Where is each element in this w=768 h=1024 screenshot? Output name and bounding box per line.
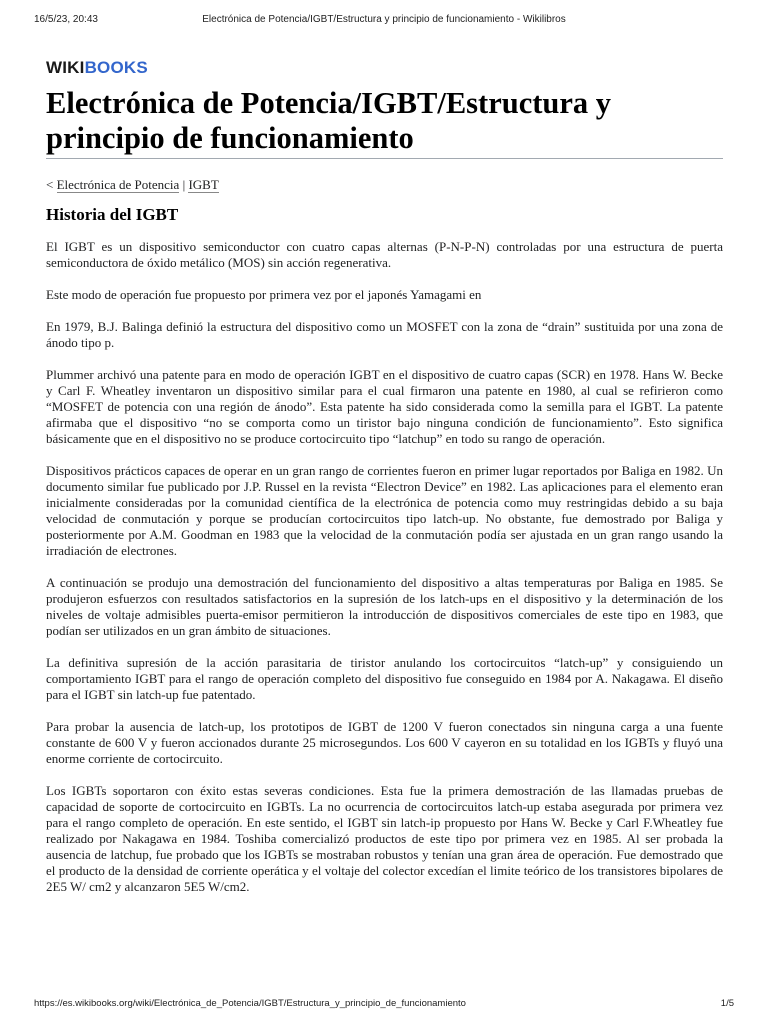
paragraph: La definitiva supresión de la acción parasitaria de tiristor anulando los cortocircuitos “latch-up” y consiguiendo un comportamiento IGBT para el rango de operación completo del dispositivo fue conseguido en 1984 por A. Nakagawa. El diseño para el IGBT sin latch-up fue patentado.	[46, 655, 723, 702]
article-body	[46, 239, 723, 911]
print-footer	[34, 998, 734, 1012]
paragraph: El IGBT es un dispositivo semiconductor con cuatro capas alternas (P-N-P-N) controladas por una estructura de puerta semiconductora de óxido metálico (MOS) sin acción regenerativa.	[46, 239, 723, 270]
paragraph: Para probar la ausencia de latch-up, los prototipos de IGBT de 1200 V fueron conectados sin ninguna carga a una fuente constante de 600 V y fueron accionados durante 25 microsegundos. Los 600 V cayeron en su totalidad en los IGBTs y fluyó una enorme corriente de cortocircuito.	[46, 719, 723, 766]
logo-books-text: BOOKS	[84, 58, 148, 77]
breadcrumb-link-igbt[interactable]: IGBT	[188, 177, 219, 192]
title-divider	[46, 158, 723, 159]
breadcrumb-link-electronica[interactable]: Electrónica de Potencia	[56, 177, 180, 192]
print-url: https://es.wikibooks.org/wiki/Electrónica_de_Potencia/IGBT/Estructura_y_principio_de_funcionamiento	[34, 998, 466, 1009]
paragraph: Dispositivos prácticos capaces de operar en un gran rango de corrientes fueron en primer lugar reportados por Baliga en 1982. Un documento similar fue publicado por J.P. Russel en la revista “Electron Device” en 1982. Las aplicaciones para el elemento eran inicialmente consideradas por la comunidad científica de la electrónica de potencia como muy restringidas debido a su baja velocidad de conmutación y porque se producían cortocircuitos tipo latch-up. No obstante, fue demostrado por Baliga y posteriormente por A.M. Goodman en 1983 que la velocidad de la conmutación podía ser ajustada en un gran rango usando la irradiación de electrones.	[46, 463, 723, 558]
print-datetime: 16/5/23, 20:43	[34, 14, 98, 25]
print-page-number: 1/5	[720, 998, 734, 1009]
paragraph: Plummer archivó una patente para en modo de operación IGBT en el dispositivo de cuatro capas (SCR) en 1978. Hans W. Becke y Carl F. Wheatley inventaron un dispositivo similar para el cual firmaron una patente en 1980, al cual se refirieron como “MOSFET de potencia con una región de ánodo”. Esta patente ha sido considerada como la semilla para el IGBT. La patente afirmaba que el dispositivo “no se comporta como un tiristor bajo ninguna condición de funcionamiento”. Esto significa básicamente que en el dispositivo no se produce cortocircuito tipo “latchup” en todo su rango de operación.	[46, 367, 723, 446]
print-header	[34, 14, 734, 30]
breadcrumb	[46, 177, 219, 193]
paragraph: Los IGBTs soportaron con éxito estas severas condiciones. Esta fue la primera demostración de las llamadas pruebas de capacidad de soporte de cortocircuito en IGBTs. La no ocurrencia de cortocircuitos latch-up estaba asegurada por primera vez para el rango completo de operación. En este sentido, el IGBT sin latch-ip propuesto por Hans W. Becke y Carl F.Wheatley fue realizado por Nakagawa en 1984. Toshiba comercializó productos de este tipo por primera vez en 1985. Al ser probada la ausencia de latchup, fue probado que los IGBTs se mostraban robustos y tenían una gran área de operación. Fue demostrado que el producto de la densidad de corriente operática y el voltaje del colector excedían el limite teórico de los transistores bipolares de 2E5 W/ cm2 y alcanzaron 5E5 W/cm2.	[46, 783, 723, 894]
wikibooks-logo[interactable]	[46, 58, 148, 78]
breadcrumb-separator: |	[179, 177, 189, 192]
logo-wiki-text: WIKI	[46, 58, 85, 77]
print-page-title: Electrónica de Potencia/IGBT/Estructura y principio de funcionamiento - Wikilibros	[202, 14, 566, 25]
paragraph: Este modo de operación fue propuesto por primera vez por el japonés Yamagami en	[46, 287, 482, 302]
paragraph: En 1979, B.J. Balinga definió la estructura del dispositivo como un MOSFET con la zona de “drain” sustituida por una zona de ánodo tipo p.	[46, 319, 723, 350]
page-title: Electrónica de Potencia/IGBT/Estructura y principio de funcionamiento	[46, 86, 612, 155]
paragraph: A continuación se produjo una demostración del funcionamiento del dispositivo a altas temperaturas por Baliga en 1985. Se produjeron esfuerzos con resultados satisfactorios en la supresión de los latch-ups en el dispositivo y la determinación de los niveles de voltaje admisibles puerta-emisor permitieron la introducción de dispositivos comerciales de este tipo en 1983, que podían ser utilizados en un gran ámbito de situaciones.	[46, 575, 723, 638]
breadcrumb-prefix: <	[46, 177, 57, 192]
section-heading: Historia del IGBT	[46, 205, 179, 224]
